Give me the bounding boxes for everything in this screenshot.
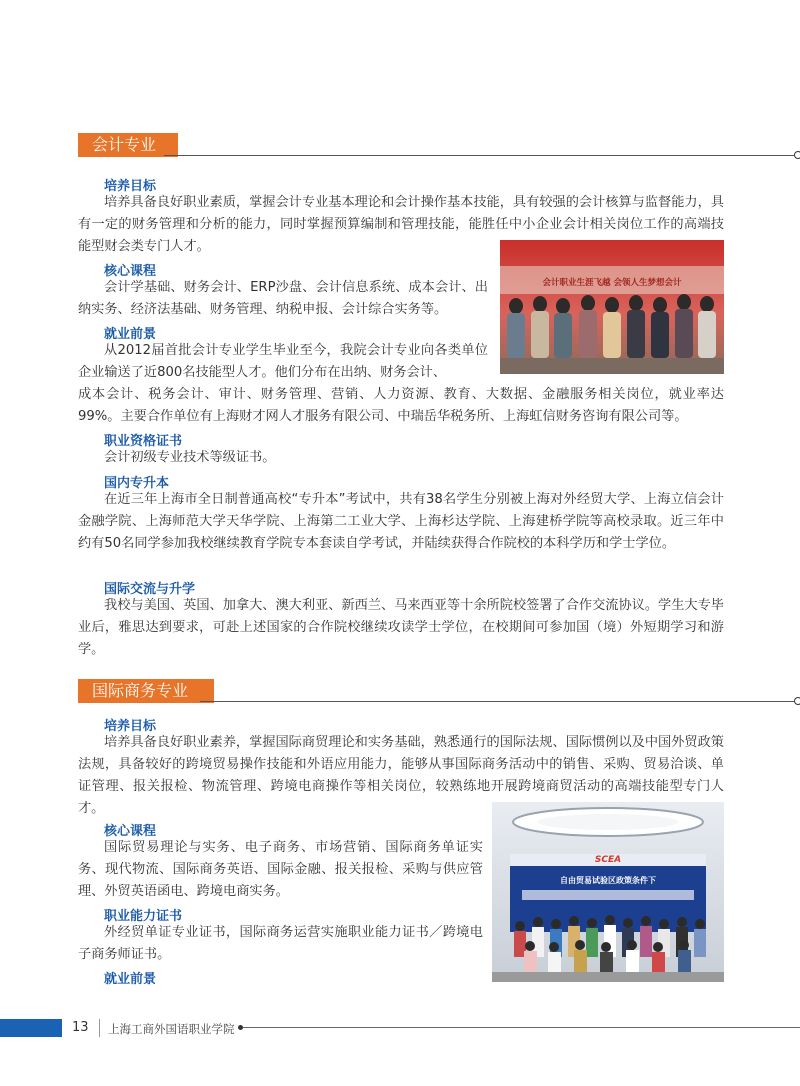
footer-color-bar <box>0 1019 62 1037</box>
heading-ability-certificate: 职业能力证书 <box>104 909 183 924</box>
text-certificate: 会计初级专业技术等级证书。 <box>104 450 276 465</box>
page-number: 13 <box>72 1020 89 1035</box>
footer-school-name: 上海工商外国语职业学院 <box>108 1022 235 1036</box>
divider <box>164 155 794 156</box>
divider <box>200 701 794 702</box>
footer-separator <box>99 1019 100 1037</box>
accounting-group-photo <box>500 240 724 374</box>
text-employment-a: 从2012届首批会计专业学生毕业至今，我院会计专业向各类单位企业输送了近800名技能型人才。他们分布在出纳、财务会计、 <box>78 343 488 380</box>
heading-certificate: 职业资格证书 <box>104 434 183 449</box>
divider-dot <box>794 151 800 159</box>
text-core-courses-2: 国际贸易理论与实务、电子商务、市场营销、国际商务单证实务、现代物流、国际商务英语、国际金融、报关报检、采购与供应管理、外贸英语函电、跨境电商实务。 <box>78 840 483 899</box>
heading-employment: 就业前景 <box>104 327 157 342</box>
photo-logo: SCEA <box>594 855 622 865</box>
heading-core-courses-2: 核心课程 <box>104 824 157 839</box>
text-upgrade: 在近三年上海市全日制普通高校“专升本”考试中，共有38名学生分别被上海对外经贸大学、上海立信会计金融学院、上海师范大学天华学院、上海第二工业大学、上海杉达学院、上海建桥学院等高校录取。近三年中约有50名同学参加我校继续教育学院专本套读自学考试，并陆续获得合作院校的本科学历和学士学位。 <box>78 492 724 551</box>
footer-line <box>243 1027 800 1028</box>
photo-banner-text: 自由贸易试验区政策条件下 <box>560 876 656 885</box>
text-international: 我校与美国、英国、加拿大、澳大利亚、新西兰、马来西亚等十余所院校签署了合作交流协议。学生大专毕业后，雅思达到要求，可赴上述国家的合作院校继续攻读学士学位，在校期间可参加国（境）外短期学习和游学。 <box>78 598 724 657</box>
heading-core-courses: 核心课程 <box>104 264 157 279</box>
text-ability-certificate: 外经贸单证专业证书，国际商务运营实施职业能力证书／跨境电子商务师证书。 <box>78 925 483 962</box>
heading-training-goal: 培养目标 <box>104 179 157 194</box>
text-core-courses: 会计学基础、财务会计、ERP沙盘、会计信息系统、成本会计、出纳实务、经济法基础、财务管理、纳税申报、会计综合实务等。 <box>78 280 488 317</box>
text-training-goal-2: 培养具备良好职业素养，掌握国际商贸理论和实务基础，熟悉通行的国际法规、国际惯例以及中国外贸政策法规，具备较好的跨境贸易操作技能和外语应用能力，能够从事国际商务活动中的销售、采购、贸易洽谈、单证管理、报关报检、物流管理、跨境电商操作等相关岗位，较熟练地开展跨境商贸活动的高端技能型专门人才。 <box>78 735 724 816</box>
text-employment-b: 成本会计、税务会计、审计、财务管理、营销、人力资源、教育、大数据、金融服务相关岗位，就业率达99%。主要合作单位有上海财才网人才服务有限公司、中瑞岳华税务所、上海虹信财务咨询有限公司等。 <box>78 387 724 424</box>
international-business-group-photo <box>492 802 724 982</box>
section-title: 国际商务专业 <box>78 679 214 703</box>
heading-training-goal-2: 培养目标 <box>104 719 157 734</box>
divider-dot <box>794 697 800 705</box>
text-training-goal: 培养具备良好职业素质，掌握会计专业基本理论和会计操作基本技能，具有较强的会计核算与监督能力，具有一定的财务管理和分析的能力，同时掌握预算编制和管理技能，能胜任中小企业会计相关岗位工作的高端技能型财会类专门人才。 <box>78 195 724 254</box>
heading-international: 国际交流与升学 <box>104 582 196 597</box>
photo-banner-text: 会计职业生涯飞越 会领人生梦想会计 <box>542 278 682 288</box>
heading-upgrade: 国内专升本 <box>104 476 170 491</box>
heading-employment-2: 就业前景 <box>104 972 157 987</box>
section-title: 会计专业 <box>78 133 178 157</box>
